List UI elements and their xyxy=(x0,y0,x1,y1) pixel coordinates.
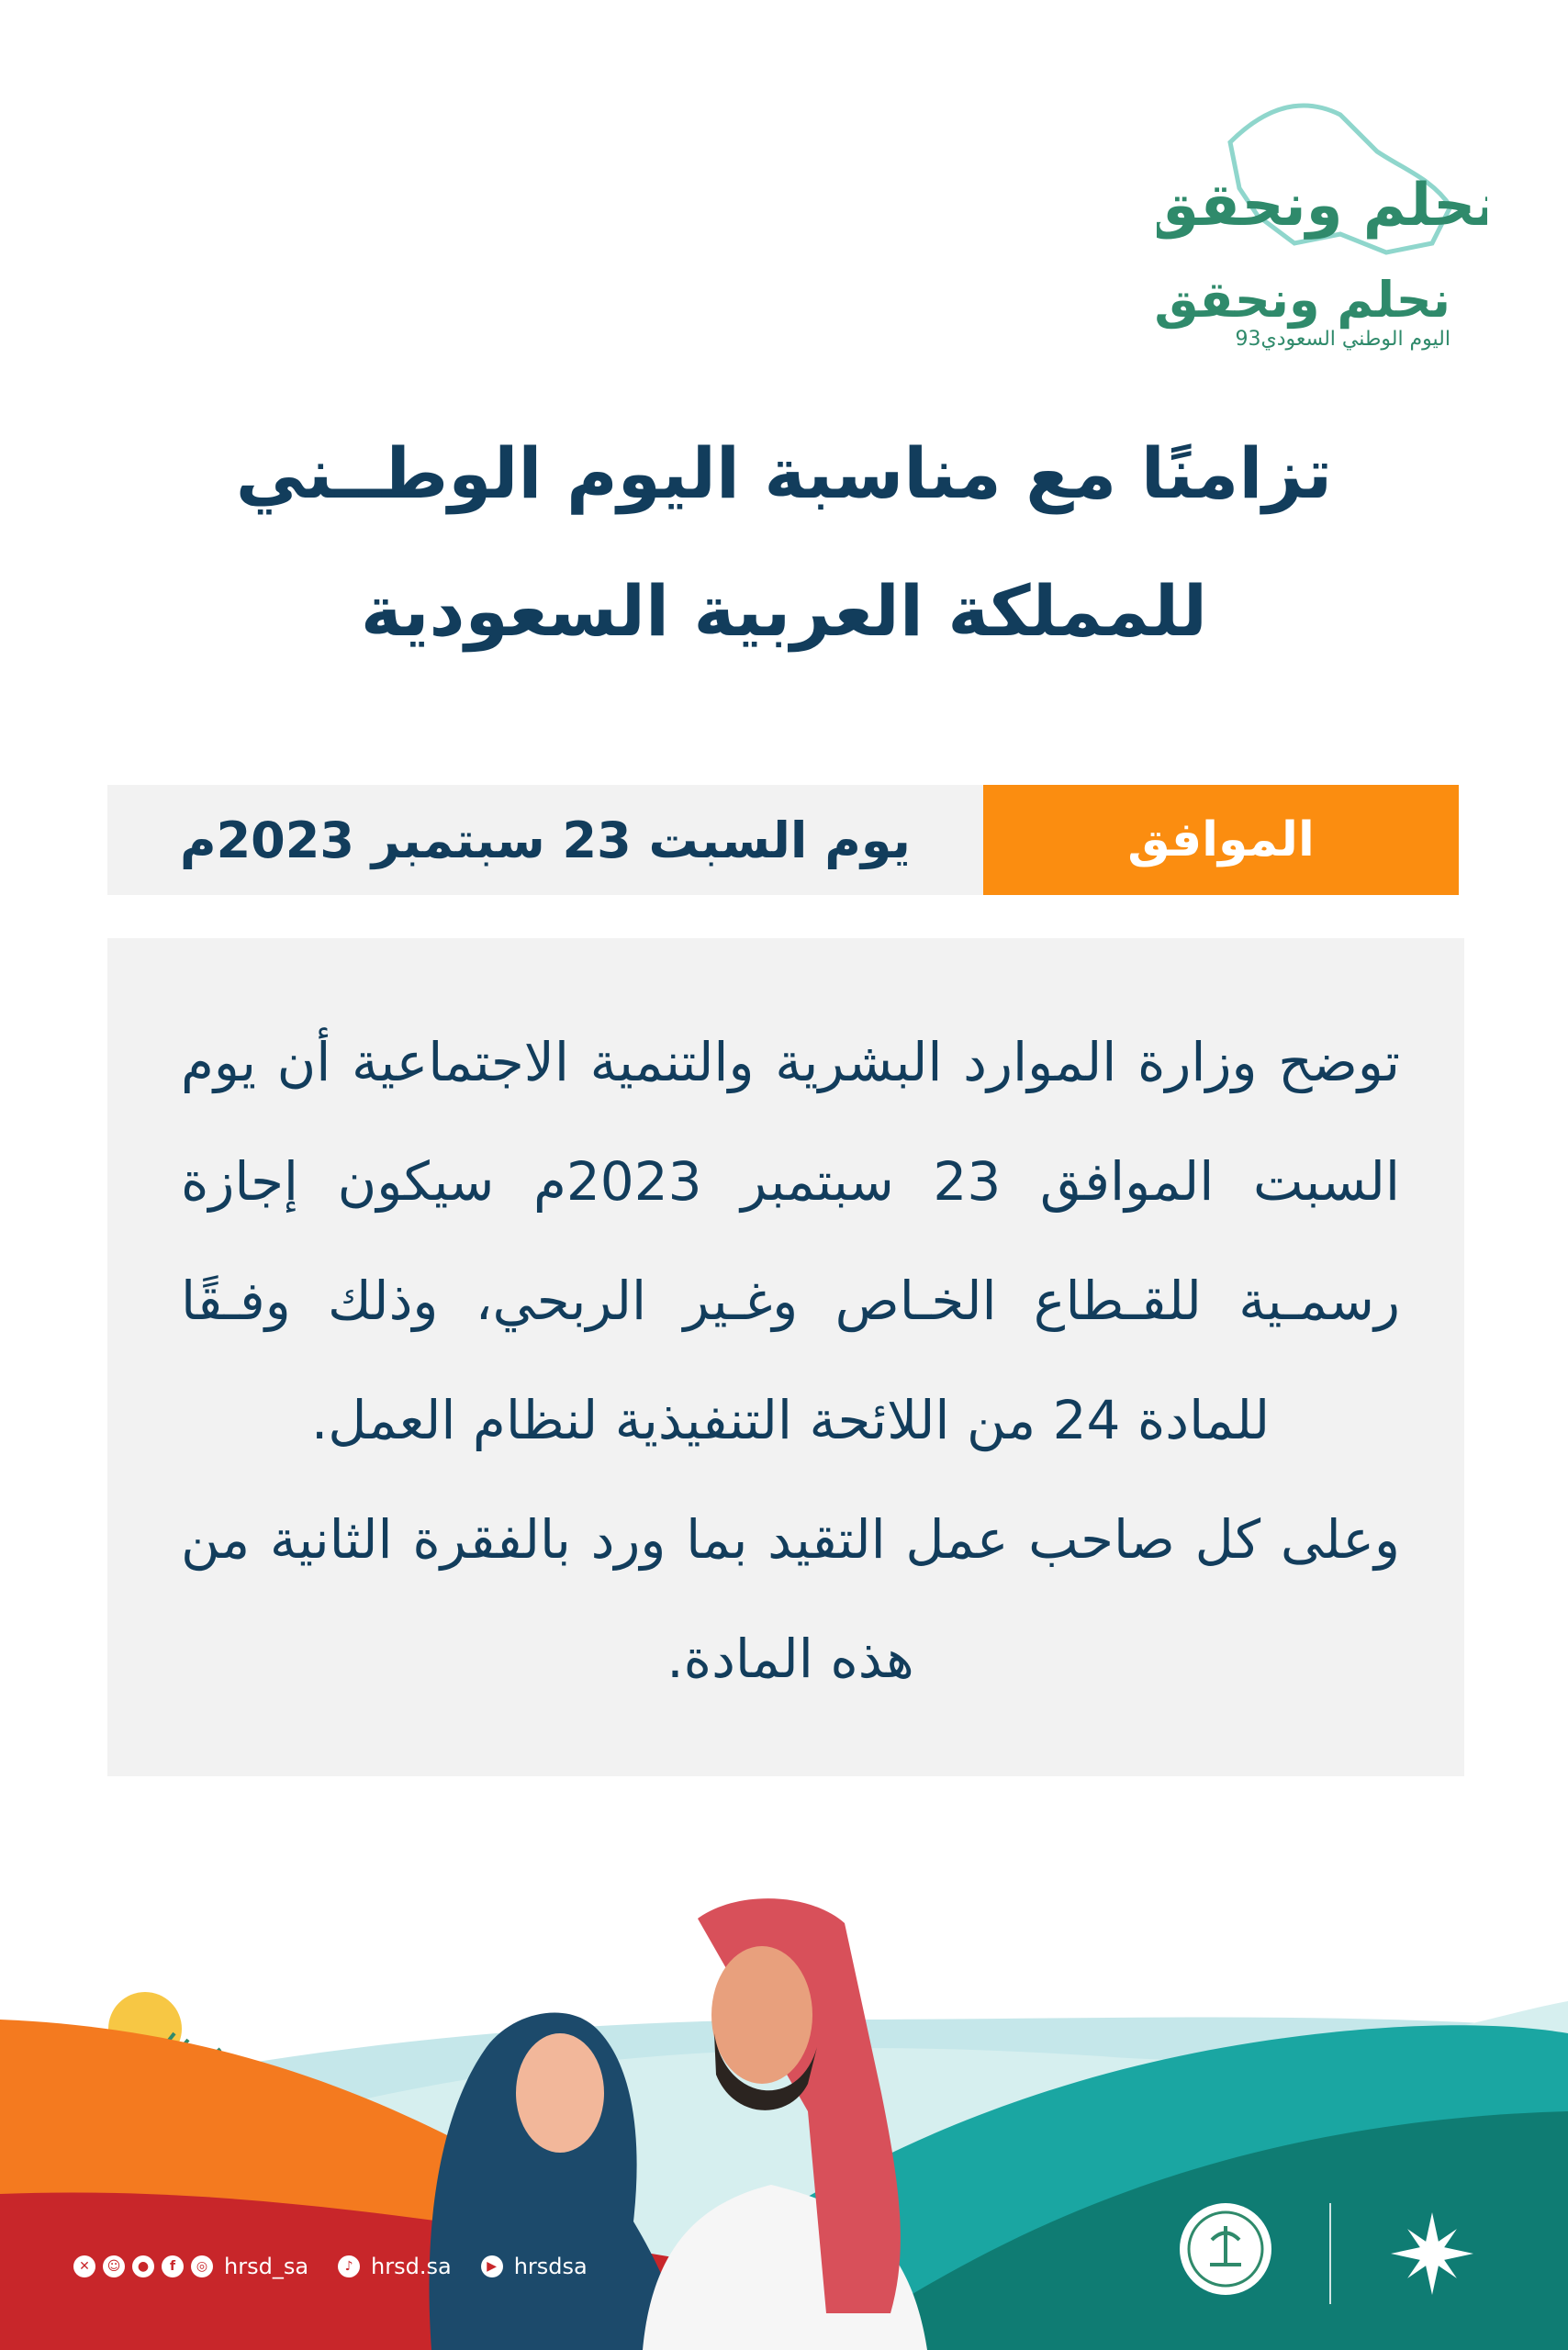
logo-calligraphy: نحلم ونحقق xyxy=(1157,172,1487,240)
facebook-icon[interactable]: f xyxy=(162,2255,184,2277)
handle-hrsdsa[interactable]: hrsdsa xyxy=(513,2254,588,2279)
announcement-box xyxy=(107,938,1464,1776)
logo-sub-text: اليوم الوطني السعودي93 xyxy=(1235,328,1450,351)
instagram-icon[interactable]: ◎ xyxy=(191,2255,213,2277)
social-links xyxy=(73,2254,610,2279)
x-icon[interactable]: ✕ xyxy=(73,2255,95,2277)
youtube-icon[interactable]: ▶ xyxy=(481,2255,503,2277)
national-day-logo xyxy=(1154,87,1487,363)
handle-hrsd-dot-sa[interactable]: hrsd.sa xyxy=(371,2254,452,2279)
announcement-paragraph-2: وعلى كل صاحب عمل التقيد بما ورد بالفقرة الثانية من هذه المادة. xyxy=(181,1508,1400,1690)
date-value: يوم السبت 23 سبتمبر 2023م xyxy=(180,811,911,869)
date-bar xyxy=(107,785,1459,895)
seal-logo xyxy=(1175,2199,1276,2300)
page-title-line1: تزامنًا مع مناسبة اليوم الوطــني xyxy=(235,432,1333,514)
announcement-paragraph-1: توضح وزارة الموارد البشرية والتنمية الاجتماعية أن يوم السبت الموافق 23 سبتمبر 2023م سيكون إجازة رسمـية للقـطاع الخـاص وغـير الربحي، وذلك وفـقًا للمادة 24 من اللائحة التنفيذية لنظام العمل. xyxy=(181,1031,1400,1451)
linkedin-icon[interactable]: ● xyxy=(132,2255,154,2277)
page-title-line2: للمملكة العربية السعودية xyxy=(360,570,1208,652)
saudi-map-icon xyxy=(1157,87,1487,271)
date-label: الموافق xyxy=(983,785,1459,895)
snapchat-icon[interactable]: ☺ xyxy=(103,2255,125,2277)
footer-divider xyxy=(1329,2203,1331,2304)
tiktok-icon[interactable]: ♪ xyxy=(338,2255,360,2277)
logo-main-text: نحلم ونحقق xyxy=(1154,271,1450,329)
handle-hrsd-sa[interactable]: hrsd_sa xyxy=(224,2254,309,2279)
star-logo xyxy=(1368,2203,1496,2304)
